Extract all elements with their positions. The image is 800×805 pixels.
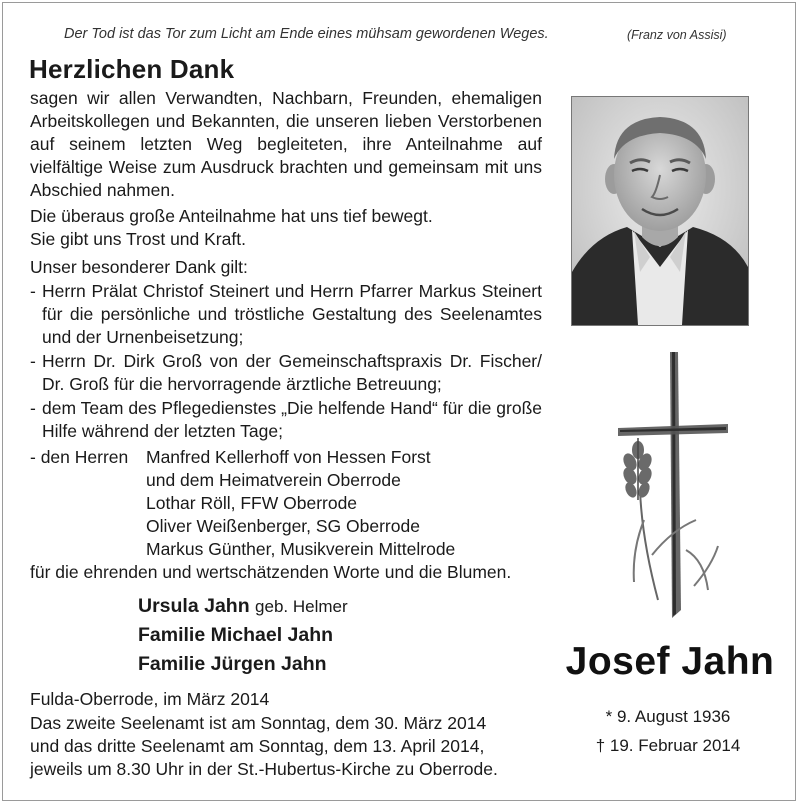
moved-line-1: Die überaus große Anteilnahme hat uns tief bewegt. [30,206,433,226]
list-item [30,397,542,443]
people-row [30,446,542,469]
people-row [30,469,542,492]
seelenamt-line: Das zweite Seelenamt ist am Sonntag, dem 30. März 2014 [30,713,487,733]
list-dash: - [30,281,36,301]
death-date: 19. Februar 2014 [609,736,741,755]
birth-date: 9. August 1936 [616,707,731,726]
special-thanks-title: Unser besonderer Dank gilt: [30,257,248,277]
place-date: Fulda-Oberrode, im März 2014 [30,689,270,709]
family-name: Ursula Jahn [138,595,250,617]
list-item-text: dem Team des Pflegedienstes „Die helfende Hand“ für die große Hilfe während der letzten Tage; [42,398,542,441]
people-row [30,515,542,538]
moved-line-2: Sie gibt uns Trost und Kraft. [30,229,246,249]
people-intro: - den Herren [30,447,129,467]
cross-with-wheat-icon [612,350,732,625]
death-symbol: † [595,736,606,755]
portrait-photo [571,96,749,326]
page-title: Herzlichen Dank [29,54,235,84]
list-dash: - [30,398,36,418]
closing-paragraph: für die ehrenden und wertschätzenden Worte und die Blumen. [30,562,512,582]
moved-paragraph [30,205,542,251]
list-item [30,280,542,349]
maiden-name: geb. Helmer [255,597,348,616]
seelenamt-line: und das dritte Seelenamt am Sonntag, dem 13. April 2014, [30,736,485,756]
death-date-row [583,731,753,760]
list-item [30,350,542,396]
birth-symbol: * [605,707,613,726]
list-item-text: Herrn Dr. Dirk Groß von der Gemeinschaftspraxis Dr. Fischer/ Dr. Groß für die hervorragende ärztliche Betreuung; [42,351,542,394]
people-row [30,492,542,515]
people-name: Lothar Röll, FFW Oberrode [146,493,358,513]
birth-date-row [583,702,753,731]
motto-quote: Der Tod ist das Tor zum Licht am Ende eines mühsam gewordenen Weges. [64,26,549,42]
people-row [30,538,542,561]
intro-paragraph: sagen wir allen Verwandten, Nachbarn, Freunden, ehemaligen Arbeitskollegen und Bekannten, die unseren lieben Verstorbenen auf seinem letzten Weg begleiteten, ihre Anteilnahme auf vielfältige Weise zum Ausdruck brachten und gemeinsam mit uns Abschied nahmen. [30,88,542,200]
people-list [30,446,542,561]
people-name: Oliver Weißenberger, SG Oberrode [146,516,420,536]
people-name: Markus Günther, Musikverein Mittelrode [146,539,456,559]
portrait-illustration [572,97,748,325]
seelenamt-paragraph [30,712,550,781]
motto-author: (Franz von Assisi) [627,28,727,42]
seelenamt-line: jeweils um 8.30 Uhr in der St.-Hubertus-Kirche zu Oberrode. [30,759,498,779]
life-dates [583,702,753,760]
people-name: und dem Heimatverein Oberrode [146,470,401,490]
family-line [138,592,348,621]
family-line: Familie Jürgen Jahn [138,653,327,675]
people-name: Manfred Kellerhoff von Hessen Forst [146,447,431,467]
family-signatures [138,592,348,679]
thanks-list [30,280,542,444]
deceased-name: Josef Jahn [565,640,775,683]
list-item-text: Herrn Prälat Christof Steinert und Herrn Pfarrer Markus Steinert für die persönliche und tröstliche Gestaltung des Seelenamtes und der Urnenbeisetzung; [42,281,542,347]
list-dash: - [30,351,36,371]
family-line: Familie Michael Jahn [138,624,334,646]
